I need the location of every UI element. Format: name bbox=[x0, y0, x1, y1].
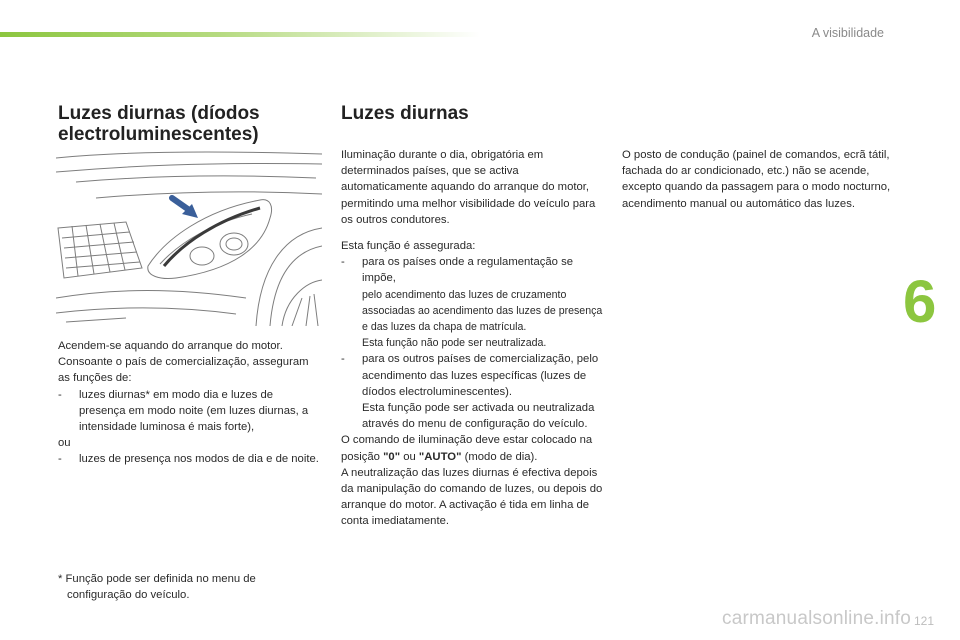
left-item1: luzes diurnas* em modo dia e luzes de presença em modo noite (em luzes diurnas, a intensidade luminosa é mais forte), bbox=[79, 388, 309, 434]
header-accent-bar bbox=[0, 32, 480, 37]
middle-item1-note: Esta função não pode ser neutralizada. bbox=[362, 337, 547, 350]
left-section-title bbox=[58, 103, 318, 145]
list-dash: - bbox=[341, 353, 345, 366]
middle-item1: para os países onde a regulamentação se impõe, bbox=[362, 256, 574, 285]
right-para1: O posto de condução (painel de comandos, ecrã tátil, fachada do ar condicionado, etc.) não se acende, excepto quando da passagem para o modo nocturno, acendimento manual ou automático das luzes. bbox=[622, 149, 891, 210]
left-item2: luzes de presença nos modos de dia e de noite. bbox=[79, 453, 319, 466]
list-dash: - bbox=[58, 453, 62, 466]
footnote-line2: configuração do veículo. bbox=[67, 589, 190, 602]
right-column-text bbox=[622, 147, 892, 212]
middle-item2-note: Esta função pode ser activada ou neutralizada através do menu de configuração do veículo. bbox=[362, 402, 595, 431]
middle-section-title: Luzes diurnas bbox=[341, 103, 469, 124]
left-column-text bbox=[58, 338, 320, 468]
list-dash: - bbox=[341, 256, 345, 269]
left-title-line1: Luzes diurnas (díodos bbox=[58, 103, 260, 124]
list-item bbox=[341, 254, 605, 351]
page-number: 121 bbox=[913, 614, 934, 628]
list-item bbox=[58, 387, 320, 436]
list-item bbox=[58, 451, 320, 467]
middle-para4: A neutralização das luzes diurnas é efectiva depois da manipulação do comando de luzes, ou depois do arranque do motor. A activação é tida em linha de conta imediatamente. bbox=[341, 466, 603, 528]
headlamp-illustration bbox=[56, 148, 322, 326]
watermark: carmanualsonline.info bbox=[722, 608, 912, 629]
middle-para2: Esta função é assegurada: bbox=[341, 240, 476, 253]
middle-para1: Iluminação durante o dia, obrigatória em determinados países, que se activa automaticamente aquando do arranque do motor, permitindo uma melhor visibilidade do veículo para os outros condutores. bbox=[341, 149, 596, 226]
list-dash: - bbox=[58, 388, 62, 401]
left-or: ou bbox=[58, 437, 71, 450]
list-item bbox=[341, 351, 605, 432]
middle-item2: para os outros países de comercialização, pelo acendimento das luzes específicas (luzes de díodos electroluminescentes). bbox=[362, 353, 599, 398]
middle-column-text bbox=[341, 147, 605, 530]
footnote-line1: * Função pode ser definida no menu de bbox=[58, 573, 256, 585]
left-intro: Acendem-se aquando do arranque do motor. Consoante o país de comercialização, asseguram as funções de: bbox=[58, 340, 309, 385]
car-front-drawing bbox=[56, 148, 322, 326]
middle-para3: O comando de iluminação deve estar colocado na posição "0" ou "AUTO" (modo de dia). bbox=[341, 434, 593, 463]
left-title-line2: electroluminescentes) bbox=[58, 124, 259, 145]
middle-item1-detail: pelo acendimento das luzes de cruzamento associadas ao acendimento das luzes de presença e das luzes da chapa de matrícula. bbox=[362, 288, 603, 334]
footnote bbox=[58, 571, 320, 603]
chapter-number: 6 bbox=[903, 268, 937, 335]
section-title: A visibilidade bbox=[811, 26, 884, 40]
pointer-arrow-icon bbox=[172, 198, 198, 218]
